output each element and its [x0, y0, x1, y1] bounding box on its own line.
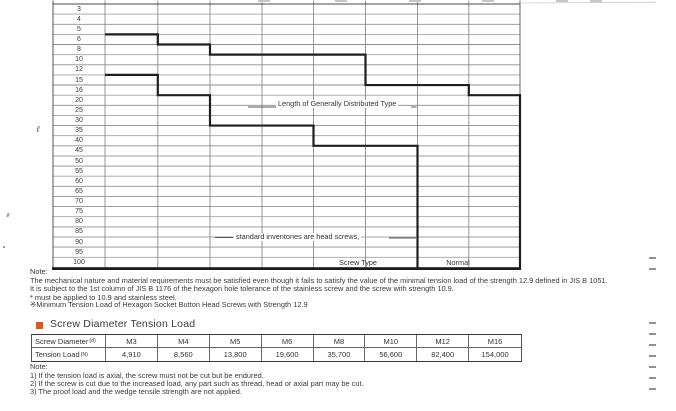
- screw-type-label: Screw Type: [339, 258, 377, 267]
- diameter-header-cell: M4: [158, 335, 210, 348]
- length-axis-symbol: ℓ: [36, 125, 40, 135]
- distributed-type-label: Length of Generally Distributed Type: [278, 99, 397, 108]
- note-line: * must be applied to 10.9 and stainless steel.: [30, 292, 177, 302]
- length-row-label: 12: [75, 66, 83, 74]
- notes-top-title: Note:: [30, 267, 48, 276]
- length-row-label: 80: [75, 218, 83, 226]
- length-row-label: 6: [77, 35, 81, 43]
- note-line: ※Minimum Tension Load of Hexagon Socket Button Head Screws with Strength 12.9: [30, 300, 308, 309]
- length-row-label: 35: [75, 127, 83, 135]
- tension-load-cell: 13,800: [210, 348, 262, 361]
- note-line: It is subject to the 1st column of JIS B 1176 of the hexagon hole tolerance of the stainless screw and the screw with strength 10.9.: [30, 283, 454, 293]
- note-line: 1) If the tension load is axial, the screw must not be cut but be endured.: [30, 370, 264, 380]
- length-row-label: 50: [75, 157, 83, 165]
- scan-artifact: [649, 377, 656, 379]
- scan-artifact: [649, 322, 656, 324]
- note-line: 3) The proof load and the wedge tensile strength are not applied.: [30, 386, 242, 396]
- length-row-label: 55: [75, 167, 83, 175]
- length-row-label: 85: [75, 228, 83, 236]
- length-row-label: 30: [75, 117, 83, 125]
- scan-artifact: [649, 388, 656, 390]
- length-row-label: 70: [75, 198, 83, 206]
- length-row-label: 20: [75, 96, 83, 104]
- scan-artifact: [482, 0, 494, 2]
- tension-row1-header: Screw Diameter (d): [32, 335, 106, 348]
- length-row-label: 40: [75, 137, 83, 145]
- length-row-label: 45: [75, 147, 83, 155]
- section-bullet-icon: [36, 322, 43, 329]
- length-row-label: 60: [75, 177, 83, 185]
- tension-load-table: [31, 334, 522, 362]
- scan-artifact: [649, 257, 656, 259]
- note-line: The mechanical nature and material requirements must be satisfied even though it fails to satisfy the value of the minimal tension load of the strength 12.9 defined in JIS B 1051.: [30, 275, 608, 285]
- length-row-label: 8: [77, 46, 81, 54]
- diameter-header-cell: M10: [365, 335, 417, 348]
- scan-artifact: [3, 246, 5, 248]
- diameter-header-cell: M3: [106, 335, 158, 348]
- length-row-label: 90: [75, 238, 83, 246]
- scan-artifact: [258, 0, 270, 2]
- diameter-header-cell: M6: [262, 335, 314, 348]
- length-row-label: 95: [75, 248, 83, 256]
- tension-load-cell: 56,600: [365, 348, 417, 361]
- standard-inventories-label: standard inventories are head screws,: [236, 232, 360, 241]
- diameter-header-cell: M5: [210, 335, 262, 348]
- tension-load-cell: 8,560: [158, 348, 210, 361]
- length-row-label: 75: [75, 208, 83, 216]
- length-row-label: 15: [75, 76, 83, 84]
- tension-load-cell: 82,400: [417, 348, 469, 361]
- length-row-label: 16: [75, 86, 83, 94]
- length-row-label: 4: [77, 15, 81, 23]
- scan-artifact: [649, 366, 656, 368]
- length-row-label: 100: [73, 258, 85, 266]
- scan-artifact: [649, 268, 656, 270]
- screw-type-normal-value: Normal: [446, 258, 470, 267]
- tension-load-cell: 154,000: [481, 350, 509, 359]
- notes-bottom-title: Note:: [30, 362, 48, 371]
- diameter-header-cell: M8: [314, 335, 366, 348]
- length-row-label: 10: [75, 56, 83, 64]
- scan-artifact: [556, 0, 568, 2]
- scan-artifact: [409, 0, 421, 2]
- diameter-header-cell: M16: [469, 335, 521, 348]
- tension-load-cell: 19,600: [262, 348, 314, 361]
- tension-section-title: Screw Diameter Tension Load: [50, 318, 196, 330]
- scan-artifact: [649, 355, 656, 357]
- scan-artifact: [335, 0, 347, 2]
- length-row-label: 65: [75, 187, 83, 195]
- tension-row2-header: Tension Load (N): [32, 348, 106, 361]
- length-row-label: 3: [77, 5, 81, 13]
- scan-artifact: [590, 0, 602, 2]
- length-row-label: 25: [75, 106, 83, 114]
- diameter-header-cell: M12: [417, 335, 469, 348]
- scan-artifact: [649, 344, 656, 346]
- note-line: 2) If the screw is cut due to the increased load, any part such as thread, head or axial part may be cut.: [30, 378, 364, 388]
- length-row-label: 5: [77, 25, 81, 33]
- scan-artifact: [649, 333, 656, 335]
- tension-load-cell: 4,910: [106, 348, 158, 361]
- tension-load-cell: 35,700: [314, 348, 366, 361]
